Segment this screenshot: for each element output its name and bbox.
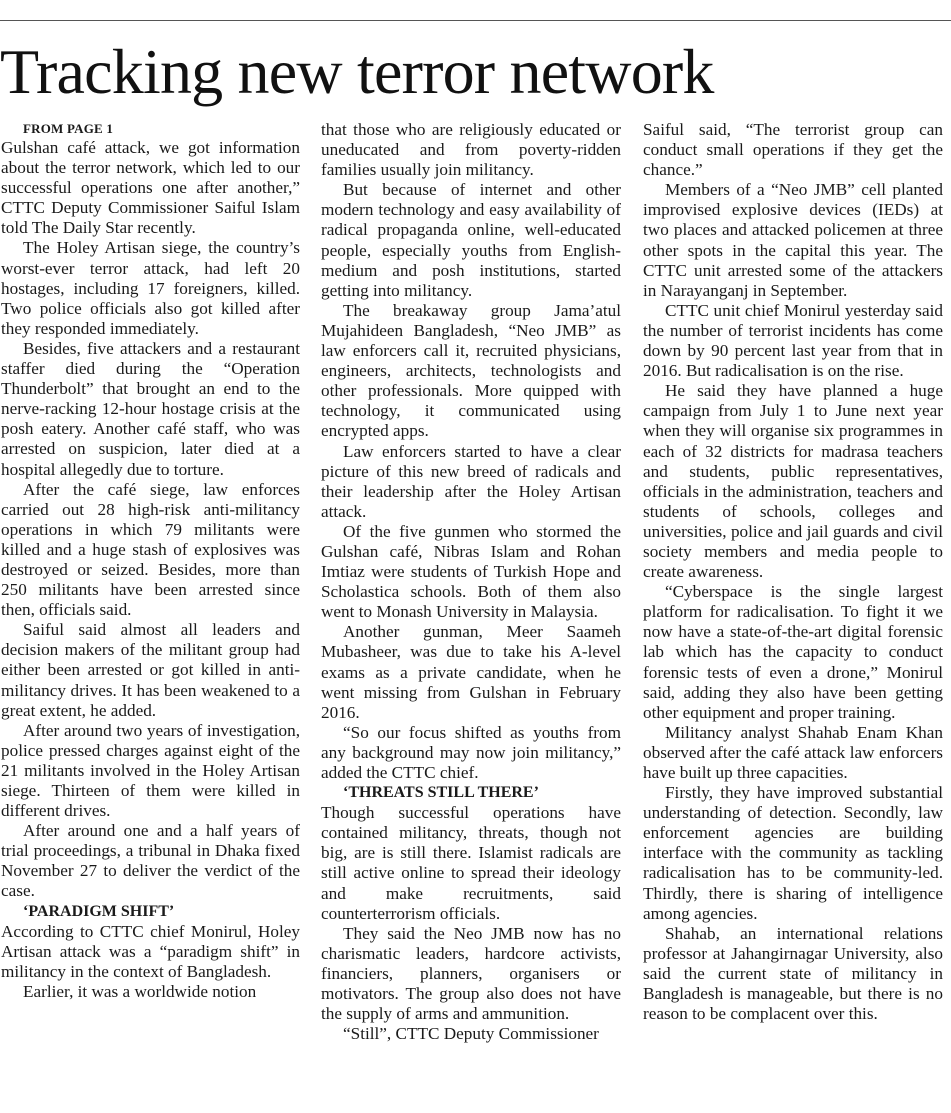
paragraph: Firstly, they have improved substantial understanding of detection. Secondly, law enforcement agencies are building interface with the community as tackling radicalisation has to be community-led. Thirdly, there is sharing of intelligence among agencies. <box>643 783 943 923</box>
paragraph: “Still”, CTTC Deputy Commissioner <box>343 1024 599 1044</box>
paragraph: He said they have planned a huge campaign from July 1 to June next year when they will organise six programmes in each of 32 districts for madrasa teachers and students, public representatives, officials in the administration, teachers and students of schools, colleges and universities, police and jail guards and civil society members and media people to create awareness. <box>643 381 943 582</box>
paragraph: CTTC unit chief Monirul yesterday said the number of terrorist incidents has come down by 90 percent last year from that in 2016. But radicalisation is on the rise. <box>643 300 943 381</box>
paragraph: Militancy analyst Shahab Enam Khan observed after the café attack law enforcers have built up three capacities. <box>643 722 943 782</box>
paragraph: Saiful said, “The terrorist group can conduct small operations if they get the chance.” <box>643 120 943 180</box>
paragraph: Besides, five attackers and a restaurant staffer died during the “Operation Thunderbolt” that brought an end to the nerve-racking 12-hour hostage crisis at the posh eatery. Another café staff, who was arrested on suspicion, later died at a hospital allegedly due to torture. <box>1 338 300 479</box>
paragraph: The Holey Artisan siege, the country’s worst-ever terror attack, had left 20 hostages, including 17 foreigners, killed. Two police officials also got killed after they responded immediately. <box>1 238 300 338</box>
paragraph: After around one and a half years of trial proceedings, a tribunal in Dhaka fixed November 27 to deliver the verdict of the case. <box>1 821 300 901</box>
article-column-2 <box>321 120 621 1044</box>
subheading: ‘THREATS STILL THERE’ <box>343 784 539 802</box>
paragraph: Of the five gunmen who stormed the Gulshan café, Nibras Islam and Rohan Imtiaz were students of Turkish Hope and Scholastica schools. Both of them also went to Monash University in Malaysia. <box>321 521 621 622</box>
paragraph: The breakaway group Jama’atul Mujahideen Bangladesh, “Neo JMB” as law enforcers call it, recruited physicians, engineers, architects, technologists and other professionals. More quipped with technology, it communicated using encrypted apps. <box>321 300 621 441</box>
paragraph: Law enforcers started to have a clear picture of this new breed of radicals and their leadership after the Holey Artisan attack. <box>321 441 621 521</box>
paragraph: After the café siege, law enforces carried out 28 high-risk anti-militancy operations in which 79 militants were killed and a huge stash of explosives was destroyed or seized. Besides, more than 250 militants have been arrested since then, officials said. <box>1 479 300 620</box>
article-column-3 <box>643 120 943 1024</box>
paragraph: Though successful operations have contained militancy, threats, though not big, are is still there. Islamist radicals are still active online to spread their ideology and make recruitments, said counterterrorism officials. <box>321 803 621 923</box>
paragraph: After around two years of investigation, police pressed charges against eight of the 21 militants involved in the Holey Artisan siege. Thirteen of them were killed in different drives. <box>1 720 300 821</box>
paragraph: Another gunman, Meer Saameh Mubasheer, was due to take his A-level exams as a private candidate, when he went missing from Gulshan in February 2016. <box>321 622 621 722</box>
paragraph: Saiful said almost all leaders and decision makers of the militant group had either been arrested or got killed in anti-militancy drives. It has been weakened to a great extent, he added. <box>1 620 300 720</box>
dateline: FROM PAGE 1 <box>23 121 114 136</box>
headline: Tracking new terror network <box>0 36 714 107</box>
paragraph: According to CTTC chief Monirul, Holey Artisan attack was a “paradigm shift” in militancy in the context of Bangladesh. <box>1 921 300 981</box>
paragraph: “So our focus shifted as youths from any background may now join militancy,” added the CTTC chief. <box>321 722 621 782</box>
paragraph: “Cyberspace is the single largest platform for radicalisation. To fight it we now have a state-of-the-art digital forensic lab which has the capacity to conduct forensic tests of even a drone,” Monirul said, adding they also have been getting other equipment and proper training. <box>643 582 943 722</box>
paragraph: Earlier, it was a worldwide notion <box>23 981 257 1001</box>
paragraph: Members of a “Neo JMB” cell planted improvised explosive devices (IEDs) at two places and attacked policemen at three other spots in the capital this year. The CTTC unit arrested some of the attackers in Narayanganj in September. <box>643 180 943 300</box>
paragraph: But because of internet and other modern technology and easy availability of radical propaganda online, well-educated people, especially youths from English-medium and posh institutions, started getting into militancy. <box>321 180 621 300</box>
article-column-1 <box>1 120 300 1002</box>
paragraph: Shahab, an international relations professor at Jahangirnagar University, also said the current state of militancy in Bangladesh is manageable, but there is no reason to be complacent over this. <box>643 923 943 1024</box>
paragraph: that those who are religiously educated or uneducated and from poverty-ridden families usually join militancy. <box>321 120 621 180</box>
subheading: ‘PARADIGM SHIFT’ <box>23 902 175 920</box>
paragraph: They said the Neo JMB now has no charismatic leaders, hardcore activists, financiers, planners, organisers or motivators. The group also does not have the supply of arms and ammunition. <box>321 923 621 1024</box>
paragraph: Gulshan café attack, we got information about the terror network, which led to our successful operations one after another,” CTTC Deputy Commissioner Saiful Islam told The Daily Star recently. <box>1 138 300 238</box>
top-rule <box>0 20 951 21</box>
